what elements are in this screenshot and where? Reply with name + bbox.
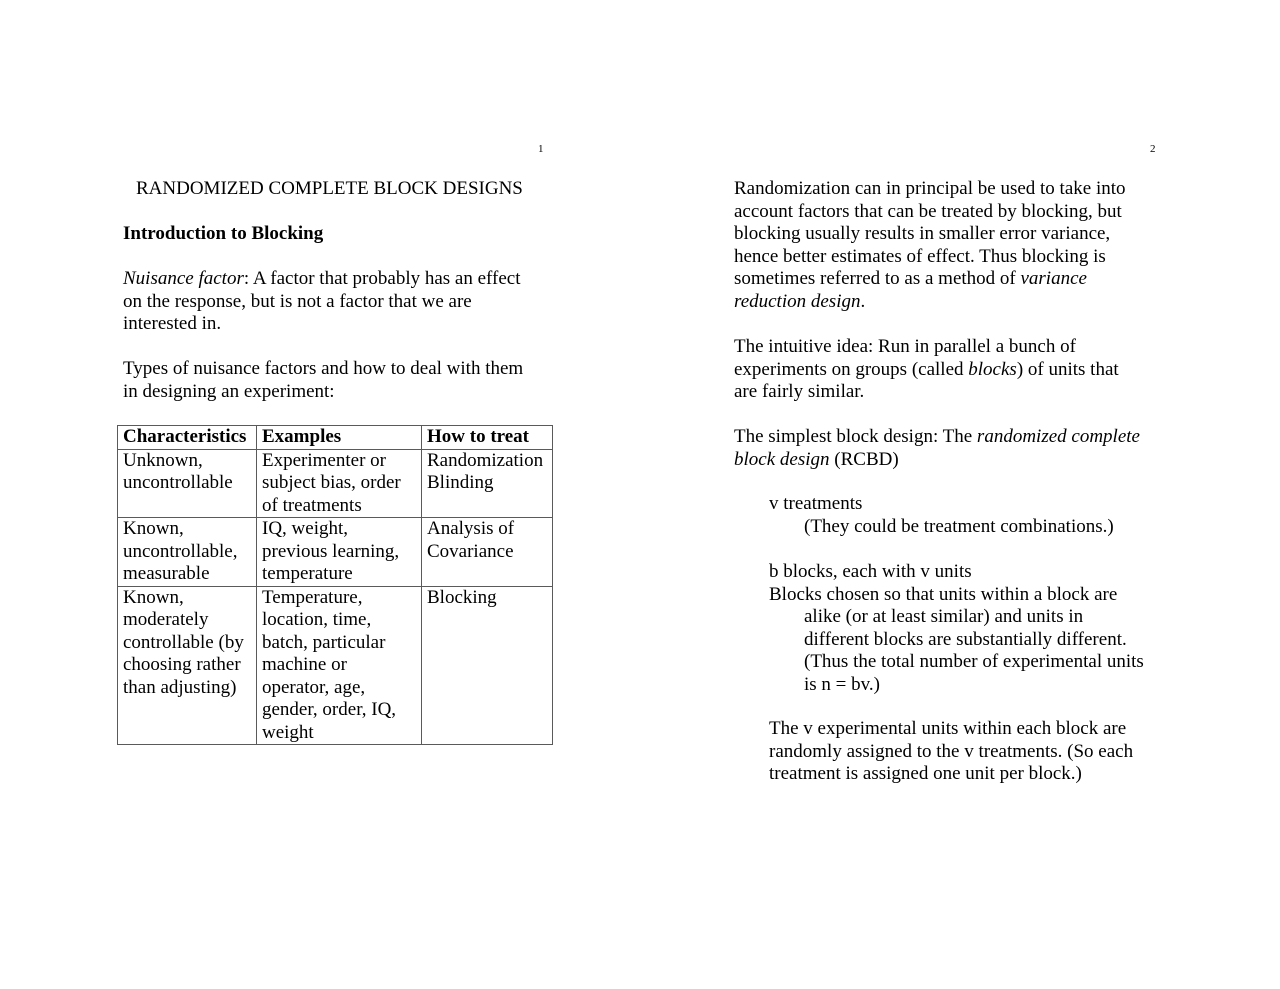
header-how-to-treat: How to treat (422, 426, 553, 450)
table-cell: Analysis of Covariance (422, 518, 553, 587)
para2-text-b: ) of units that are fairly similar. (734, 358, 1119, 402)
table-cell: Experimenter or subject bias, order of treatments (257, 449, 422, 518)
nuisance-def-text: : A factor that probably has an effect on the response, but is not a factor that we are interested in. (123, 268, 521, 334)
v-treatments-line: v treatments (769, 493, 863, 514)
page-number-2: 2 (1150, 143, 1156, 155)
v-treatments-section (769, 493, 1114, 538)
page-title: RANDOMIZED COMPLETE BLOCK DESIGNS (136, 178, 523, 199)
para2-term: blocks (968, 358, 1017, 380)
para1-term: variance reduction design (734, 268, 1087, 312)
table-cell: Unknown, uncontrollable (118, 449, 257, 518)
table-cell: IQ, weight, previous learning, temperature (257, 518, 422, 587)
table-row (118, 586, 553, 745)
blocks-section (769, 561, 1144, 696)
blocks-chosen-line: Blocks chosen so that units within a block are (769, 583, 1118, 605)
para2-text-a: The intuitive idea: Run in parallel a bunch of experiments on groups (called (734, 336, 1076, 380)
table-cell: Temperature, location, time, batch, particular machine or operator, age, gender, order, IQ, weight (257, 586, 422, 745)
para1-end: . (860, 290, 866, 312)
para3-text-a: The simplest block design: The (734, 426, 977, 447)
randomization-paragraph (734, 178, 1126, 313)
nuisance-term: Nuisance factor (123, 268, 244, 289)
table-row (118, 449, 553, 518)
v-treatments-note: (They could be treatment combinations.) (804, 515, 1114, 537)
para3-text-b: (RCBD) (829, 448, 899, 470)
page-number-1: 1 (538, 143, 544, 155)
simplest-design-paragraph (734, 426, 1140, 471)
table-cell: Known, moderately controllable (by choosing rather than adjusting) (118, 586, 257, 745)
table-cell: Known, uncontrollable, measurable (118, 518, 257, 587)
table-row (118, 518, 553, 587)
blocks-chosen-continuation: alike (or at least similar) and units in different blocks are substantially different. (Thus the total number of experimental units is n = bv.) (804, 606, 1144, 695)
header-characteristics: Characteristics (118, 426, 257, 450)
table-cell: Randomization Blinding (422, 449, 553, 518)
b-blocks-line: b blocks, each with v units (769, 561, 972, 582)
assignment-paragraph: The v experimental units within each block are randomly assigned to the v treatments. (So each treatment is assigned one unit per block.) (769, 718, 1134, 784)
types-intro: Types of nuisance factors and how to deal with them in designing an experiment: (123, 358, 524, 402)
para3-term: randomized complete block design (734, 426, 1140, 470)
section-heading: Introduction to Blocking (123, 223, 324, 244)
intuitive-idea-paragraph (734, 336, 1119, 404)
header-examples: Examples (257, 426, 422, 450)
nuisance-factors-table (117, 425, 553, 745)
para1-text: Randomization can in principal be used to take into account factors that can be treated by blocking, but blocking usually results in smaller error variance, hence better estimates of effect. Thus blocking is sometimes referred to as a method of (734, 178, 1126, 289)
table-header-row (118, 426, 553, 450)
table-cell: Blocking (422, 586, 553, 745)
nuisance-definition (123, 268, 521, 336)
